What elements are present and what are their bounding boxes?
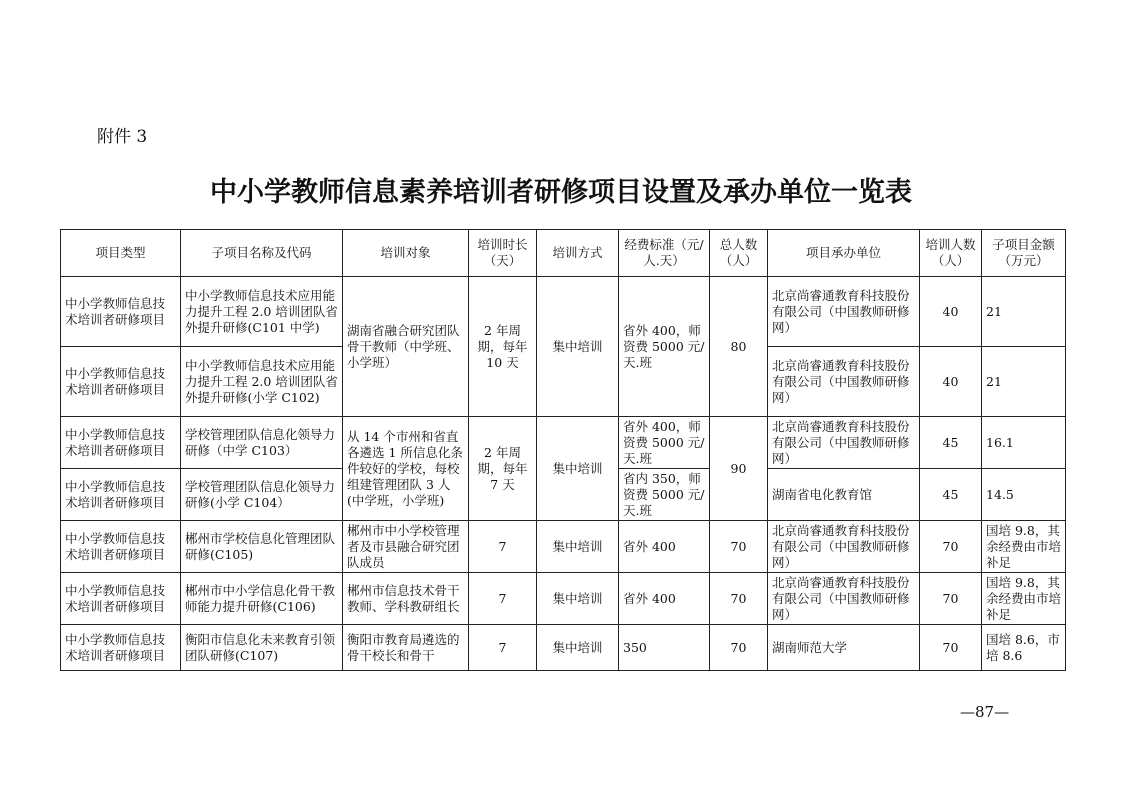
document-title: 中小学教师信息素养培训者研修项目设置及承办单位一览表 — [210, 177, 912, 208]
amount-cell: 国培 9.8，其余经费由市培补足 — [982, 573, 1066, 625]
sub-project-cell: 中小学教师信息技术应用能力提升工程 2.0 培训团队省外提升研修(小学 C102) — [181, 347, 343, 417]
unit-cell: 北京尚睿通教育科技股份有限公司（中国教师研修网） — [768, 347, 920, 417]
amount-cell: 14.5 — [982, 469, 1066, 521]
mode-cell: 集中培训 — [537, 277, 619, 417]
unit-cell: 北京尚睿通教育科技股份有限公司（中国教师研修网） — [768, 573, 920, 625]
project-type-cell: 中小学教师信息技术培训者研修项目 — [61, 573, 181, 625]
unit-cell: 北京尚睿通教育科技股份有限公司（中国教师研修网） — [768, 417, 920, 469]
trainee-count-cell: 40 — [920, 347, 982, 417]
duration-cell: 2 年周期，每年 10 天 — [469, 277, 537, 417]
sub-project-cell: 郴州市学校信息化管理团队研修(C105) — [181, 521, 343, 573]
target-cell: 湖南省融合研究团队骨干教师（中学班、小学班） — [343, 277, 469, 417]
total-cell: 70 — [710, 625, 768, 671]
sub-project-cell: 中小学教师信息技术应用能力提升工程 2.0 培训团队省外提升研修(C101 中学) — [181, 277, 343, 347]
unit-cell: 北京尚睿通教育科技股份有限公司（中国教师研修网） — [768, 521, 920, 573]
amount-cell: 国培 8.6，市培 8.6 — [982, 625, 1066, 671]
project-table — [60, 229, 1066, 671]
fee-cell: 省外 400 — [619, 521, 710, 573]
amount-cell: 21 — [982, 277, 1066, 347]
trainee-count-cell: 70 — [920, 625, 982, 671]
attachment-label: 附件 3 — [97, 127, 148, 147]
trainee-count-cell: 70 — [920, 521, 982, 573]
mode-cell: 集中培训 — [537, 573, 619, 625]
page-number: —87— — [960, 703, 1010, 721]
sub-project-cell: 学校管理团队信息化领导力研修(小学 C104） — [181, 469, 343, 521]
unit-cell: 湖南师范大学 — [768, 625, 920, 671]
total-cell: 70 — [710, 573, 768, 625]
table-row — [61, 417, 1066, 469]
header-cell: 培训对象 — [343, 230, 469, 277]
total-cell: 90 — [710, 417, 768, 521]
table-header-row — [61, 230, 1066, 277]
target-cell: 从 14 个市州和省直各遴选 1 所信息化条件较好的学校，每校组建管理团队 3 人(中学班，小学班) — [343, 417, 469, 521]
header-cell: 经费标准（元/人.天） — [619, 230, 710, 277]
header-cell: 总人数（人） — [710, 230, 768, 277]
unit-cell: 湖南省电化教育馆 — [768, 469, 920, 521]
duration-cell: 7 — [469, 625, 537, 671]
duration-cell: 7 — [469, 521, 537, 573]
header-cell: 培训时长（天） — [469, 230, 537, 277]
mode-cell: 集中培训 — [537, 625, 619, 671]
target-cell: 郴州市信息技术骨干教师、学科教研组长 — [343, 573, 469, 625]
total-cell: 70 — [710, 521, 768, 573]
header-cell: 项目承办单位 — [768, 230, 920, 277]
header-cell: 子项目名称及代码 — [181, 230, 343, 277]
trainee-count-cell: 70 — [920, 573, 982, 625]
table-row — [61, 573, 1066, 625]
fee-cell: 省外 400 — [619, 573, 710, 625]
header-cell: 培训人数（人） — [920, 230, 982, 277]
trainee-count-cell: 40 — [920, 277, 982, 347]
trainee-count-cell: 45 — [920, 469, 982, 521]
header-cell: 培训方式 — [537, 230, 619, 277]
table-row — [61, 625, 1066, 671]
header-cell: 子项目金额（万元） — [982, 230, 1066, 277]
project-type-cell: 中小学教师信息技术培训者研修项目 — [61, 417, 181, 469]
sub-project-cell: 郴州市中小学信息化骨干教师能力提升研修(C106) — [181, 573, 343, 625]
target-cell: 衡阳市教育局遴选的骨干校长和骨干 — [343, 625, 469, 671]
amount-cell: 国培 9.8，其余经费由市培补足 — [982, 521, 1066, 573]
unit-cell: 北京尚睿通教育科技股份有限公司（中国教师研修网） — [768, 277, 920, 347]
table-row — [61, 277, 1066, 347]
fee-cell: 省外 400，师资费 5000 元/天.班 — [619, 277, 710, 417]
header-cell: 项目类型 — [61, 230, 181, 277]
sub-project-cell: 衡阳市信息化未来教育引领团队研修(C107) — [181, 625, 343, 671]
table-row — [61, 521, 1066, 573]
fee-cell: 350 — [619, 625, 710, 671]
project-type-cell: 中小学教师信息技术培训者研修项目 — [61, 521, 181, 573]
total-cell: 80 — [710, 277, 768, 417]
sub-project-cell: 学校管理团队信息化领导力研修（中学 C103） — [181, 417, 343, 469]
project-type-cell: 中小学教师信息技术培训者研修项目 — [61, 469, 181, 521]
amount-cell: 21 — [982, 347, 1066, 417]
project-type-cell: 中小学教师信息技术培训者研修项目 — [61, 277, 181, 347]
fee-cell: 省内 350，师资费 5000 元/天.班 — [619, 469, 710, 521]
mode-cell: 集中培训 — [537, 417, 619, 521]
amount-cell: 16.1 — [982, 417, 1066, 469]
mode-cell: 集中培训 — [537, 521, 619, 573]
duration-cell: 2 年周期，每年 7 天 — [469, 417, 537, 521]
project-type-cell: 中小学教师信息技术培训者研修项目 — [61, 347, 181, 417]
fee-cell: 省外 400，师资费 5000 元/天.班 — [619, 417, 710, 469]
trainee-count-cell: 45 — [920, 417, 982, 469]
target-cell: 郴州市中小学校管理者及市县融合研究团队成员 — [343, 521, 469, 573]
duration-cell: 7 — [469, 573, 537, 625]
project-type-cell: 中小学教师信息技术培训者研修项目 — [61, 625, 181, 671]
